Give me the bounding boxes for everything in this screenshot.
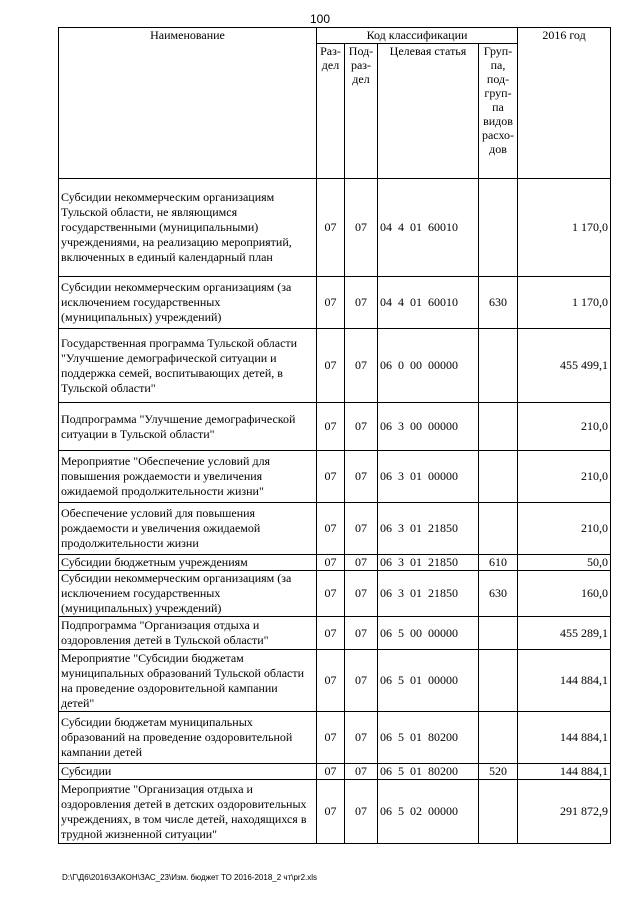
cell-group [479,451,518,503]
cell-amount: 160,0 [518,571,611,617]
table-row [59,617,611,650]
header-row-top [59,28,611,44]
table-row [59,403,611,451]
cell-subsection: 07 [345,329,378,403]
cell-amount: 210,0 [518,451,611,503]
column-header-group: Груп- па, под- груп- па видов расхо- дов [479,44,518,179]
page-number: 100 [309,12,331,26]
cell-subsection: 07 [345,764,378,780]
cell-subsection: 07 [345,712,378,764]
cell-group [479,503,518,555]
cell-section: 07 [317,764,345,780]
cell-target: 06 5 00 00000 [378,617,479,650]
cell-name: Субсидии бюджетам муниципальных образований на проведение оздоровительной кампании детей [59,712,317,764]
cell-name: Субсидии некоммерческим организациям (за исключением государственных (муниципальных) учреждений) [59,277,317,329]
cell-group [479,617,518,650]
cell-section: 07 [317,617,345,650]
cell-section: 07 [317,451,345,503]
cell-amount: 455 499,1 [518,329,611,403]
cell-group [479,329,518,403]
table-row [59,329,611,403]
cell-section: 07 [317,712,345,764]
cell-target: 06 3 01 21850 [378,503,479,555]
cell-name: Мероприятие "Обеспечение условий для повышения рождаемости и увеличения ожидаемой продолжительности жизни" [59,451,317,503]
cell-subsection: 07 [345,179,378,277]
cell-amount: 144 884,1 [518,650,611,712]
cell-name: Субсидии бюджетным учреждениям [59,555,317,571]
cell-name: Субсидии некоммерческим организациям Тульской области, не являющимся государственными (муниципальными) учреждениями, на реализацию мероприятий, включенных в единый календарный план [59,179,317,277]
cell-subsection: 07 [345,780,378,844]
cell-target: 06 5 01 80200 [378,712,479,764]
cell-name: Субсидии некоммерческим организациям (за исключением государственных (муниципальных) учреждений) [59,571,317,617]
cell-name: Мероприятие "Организация отдыха и оздоровления детей в детских оздоровительных учреждениях, в том числе детей, находящихся в трудной жизненной ситуации" [59,780,317,844]
cell-target: 06 0 00 00000 [378,329,479,403]
cell-target: 04 4 01 60010 [378,179,479,277]
cell-amount: 291 872,9 [518,780,611,844]
column-header-code-group: Код классификации [317,28,518,44]
cell-group [479,179,518,277]
cell-amount: 210,0 [518,503,611,555]
cell-section: 07 [317,329,345,403]
cell-section: 07 [317,179,345,277]
cell-subsection: 07 [345,571,378,617]
cell-amount: 1 170,0 [518,277,611,329]
cell-group [479,780,518,844]
cell-subsection: 07 [345,451,378,503]
cell-target: 06 3 01 21850 [378,571,479,617]
cell-amount: 144 884,1 [518,712,611,764]
cell-section: 07 [317,403,345,451]
cell-subsection: 07 [345,503,378,555]
cell-group: 630 [479,277,518,329]
cell-section: 07 [317,780,345,844]
cell-name: Субсидии [59,764,317,780]
cell-target: 04 4 01 60010 [378,277,479,329]
table-row [59,571,611,617]
table-row [59,764,611,780]
table-row [59,179,611,277]
cell-group [479,712,518,764]
column-header-year: 2016 год [518,28,611,179]
table-row [59,780,611,844]
cell-group: 630 [479,571,518,617]
cell-name: Мероприятие "Субсидии бюджетам муниципальных образований Тульской области на проведение оздоровительной кампании детей" [59,650,317,712]
cell-subsection: 07 [345,403,378,451]
column-header-section: Раз- дел [317,44,345,179]
cell-group [479,403,518,451]
table-row [59,555,611,571]
cell-amount: 1 170,0 [518,179,611,277]
cell-target: 06 3 01 21850 [378,555,479,571]
cell-amount: 455 289,1 [518,617,611,650]
cell-target: 06 5 02 00000 [378,780,479,844]
cell-amount: 210,0 [518,403,611,451]
cell-section: 07 [317,571,345,617]
cell-amount: 50,0 [518,555,611,571]
table-row [59,712,611,764]
column-header-target: Целевая статья [378,44,479,179]
cell-amount: 144 884,1 [518,764,611,780]
cell-subsection: 07 [345,555,378,571]
cell-section: 07 [317,650,345,712]
cell-group: 610 [479,555,518,571]
cell-subsection: 07 [345,650,378,712]
cell-subsection: 07 [345,277,378,329]
cell-name: Обеспечение условий для повышения рождаемости и увеличения ожидаемой продолжительности жизни [59,503,317,555]
cell-subsection: 07 [345,617,378,650]
cell-group: 520 [479,764,518,780]
column-header-subsection: Под- раз- дел [345,44,378,179]
cell-target: 06 5 01 00000 [378,650,479,712]
file-path-footer: D:\Г\Д6\2016\ЗАКОН\ЗАС_23\Изм. бюджет ТО 2016-2018_2 чт\pr2.xls [62,873,318,882]
cell-section: 07 [317,277,345,329]
budget-table [58,27,611,844]
cell-target: 06 5 01 80200 [378,764,479,780]
table-row [59,277,611,329]
table-row [59,503,611,555]
cell-section: 07 [317,503,345,555]
cell-name: Государственная программа Тульской области "Улучшение демографической ситуации и поддержка семей, воспитывающих детей, в Тульской области" [59,329,317,403]
table-row [59,650,611,712]
cell-section: 07 [317,555,345,571]
table-row [59,451,611,503]
cell-target: 06 3 01 00000 [378,451,479,503]
table-body [59,179,611,844]
cell-name: Подпрограмма "Организация отдыха и оздоровления детей в Тульской области" [59,617,317,650]
column-header-name: Наименование [59,28,317,179]
cell-target: 06 3 00 00000 [378,403,479,451]
cell-name: Подпрограмма "Улучшение демографической ситуации в Тульской области" [59,403,317,451]
cell-group [479,650,518,712]
